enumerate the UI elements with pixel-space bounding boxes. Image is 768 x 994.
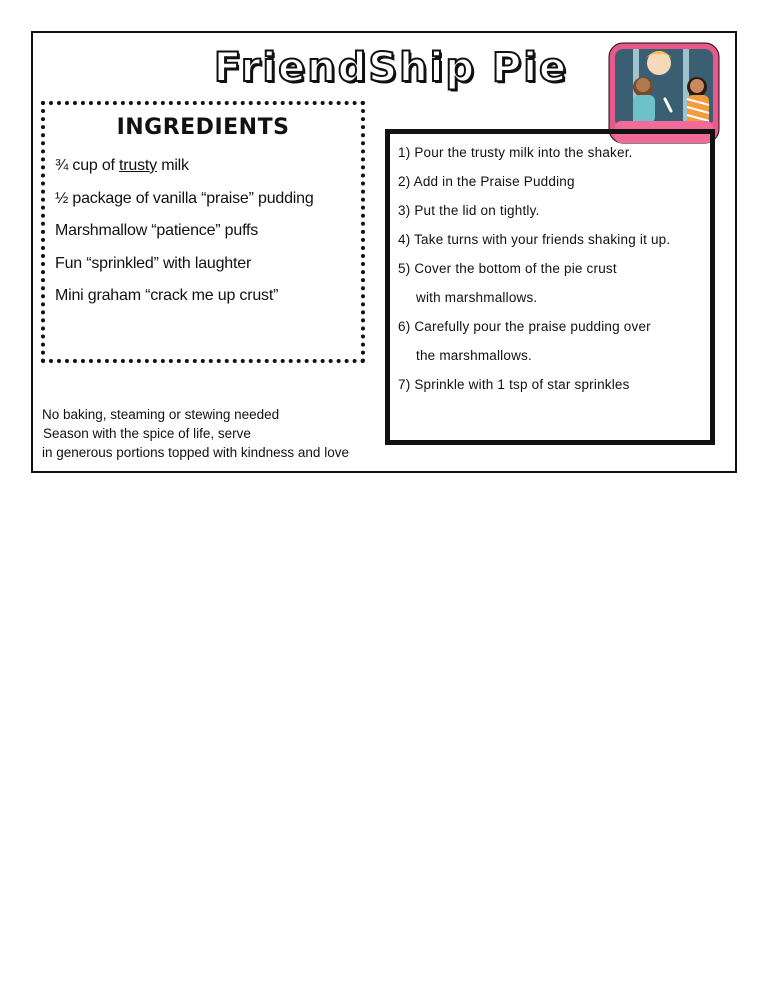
step-text: 7) Sprinkle with 1 tsp of star sprinkles xyxy=(398,377,630,392)
ingredient-text: ¾ cup of xyxy=(55,157,120,174)
steps-box xyxy=(385,129,715,445)
ingredient-text: milk xyxy=(156,157,189,174)
ingredient-text: Mini graham “crack me up crust” xyxy=(55,287,279,304)
step-item xyxy=(398,167,670,196)
note-line: Season with the spice of life, serve xyxy=(43,426,251,441)
ingredient-text: Marshmallow “patience” puffs xyxy=(55,222,259,239)
step-item xyxy=(398,196,670,225)
ingredient-emphasis: trusty xyxy=(119,157,157,174)
ingredient-item xyxy=(55,157,314,190)
step-item xyxy=(398,225,670,254)
step-continuation: with marshmallows. xyxy=(416,290,538,305)
step-continuation: the marshmallows. xyxy=(416,348,532,363)
note-line: No baking, steaming or stewing needed xyxy=(42,407,280,422)
recipe-title: FriendShip Pie xyxy=(213,45,569,91)
ingredient-text: Fun “sprinkled” with laughter xyxy=(55,254,252,272)
step-text: 2) Add in the Praise Pudding xyxy=(398,174,575,189)
step-text: 4) Take turns with your friends shaking it up. xyxy=(398,232,671,247)
ingredients-box xyxy=(41,101,365,363)
ingredient-item xyxy=(55,255,314,288)
step-text: 3) Put the lid on tightly. xyxy=(398,203,540,218)
serving-note xyxy=(42,405,349,462)
step-item xyxy=(398,254,670,312)
ingredient-text: ½ package of vanilla “praise” pudding xyxy=(55,189,314,207)
ingredient-item xyxy=(55,190,314,223)
step-text: 5) Cover the bottom of the pie crust xyxy=(398,261,617,276)
steps-list xyxy=(398,138,670,399)
step-item xyxy=(398,312,670,370)
step-item xyxy=(398,138,670,167)
step-text: 6) Carefully pour the praise pudding over xyxy=(398,319,651,334)
ingredient-item xyxy=(55,287,314,320)
note-line: in generous portions topped with kindness and love xyxy=(42,445,349,460)
step-text: 1) Pour the trusty milk into the shaker. xyxy=(398,145,633,160)
recipe-card xyxy=(31,31,737,473)
ingredient-item xyxy=(55,222,314,255)
ingredients-heading: INGREDIENTS xyxy=(116,115,290,140)
step-item xyxy=(398,370,670,399)
ingredients-list xyxy=(55,157,314,320)
